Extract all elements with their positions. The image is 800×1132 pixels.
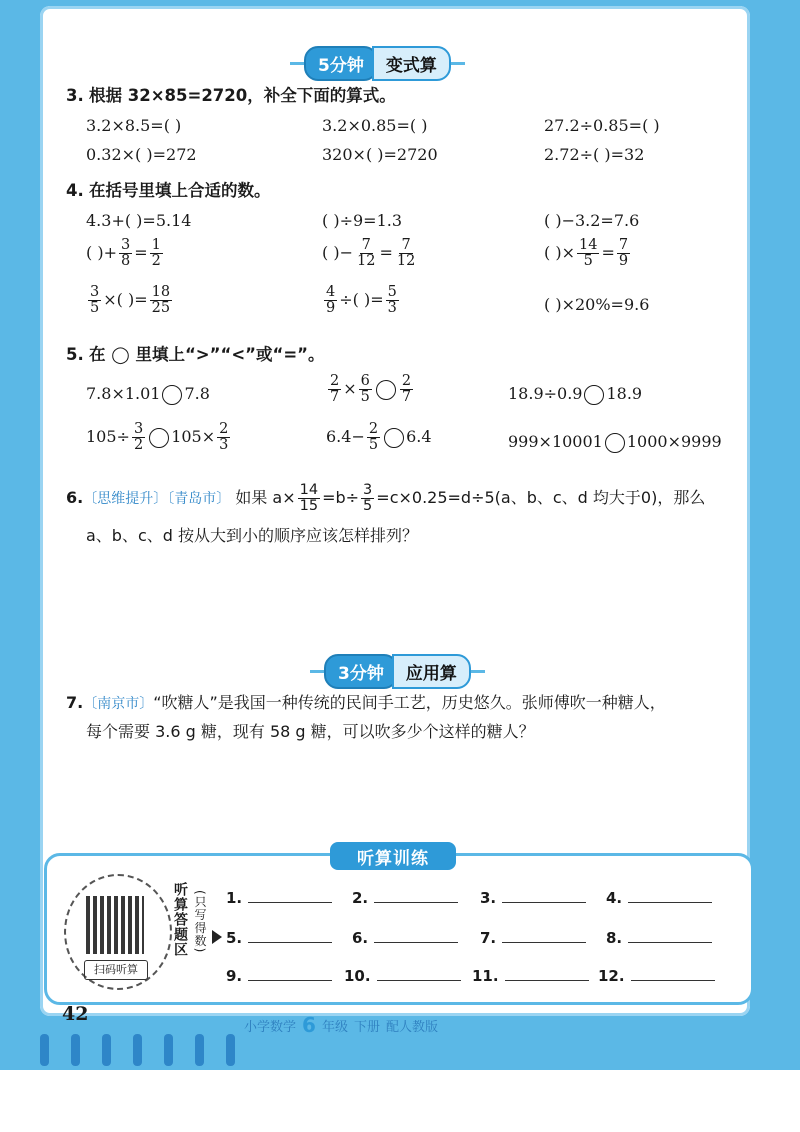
q4-item: 4.3+( )=5.14: [86, 211, 192, 230]
book-footer: 小学数学 6 年级 下册 配人教版: [244, 1013, 438, 1037]
compare-circle[interactable]: [584, 385, 604, 405]
q4-fraction-item: $\frac{3}{5}$ ×( )= $\frac{18}{25}$: [90, 284, 171, 317]
answer-blank[interactable]: 5.: [226, 929, 332, 947]
compare-circle[interactable]: [376, 380, 396, 400]
question-7-line-2: 每个需要 3.6 g 糖，现有 58 g 糖，可以吹多少个这样的糖人？: [86, 722, 535, 741]
q3-item: 3.2×8.5=( ): [86, 116, 182, 135]
section-title: 变式算: [372, 46, 451, 81]
q4-fraction-item: ( )− $\frac{7}{12}$ = $\frac{7}{12}$: [322, 237, 416, 270]
question-3-prompt: 3. 根据 32×85=2720，补全下面的算式。: [66, 86, 396, 105]
answer-blank[interactable]: 7.: [480, 929, 586, 947]
q5-compare-item: 7.8×1.01 7.8: [86, 384, 210, 403]
listening-title: 听算训练: [330, 842, 456, 870]
q3-item: 0.32×( )=272: [86, 145, 197, 164]
answer-blank[interactable]: 11.: [472, 967, 589, 985]
answer-blank[interactable]: 10.: [344, 967, 461, 985]
scan-listen-label[interactable]: 扫码听算: [84, 960, 148, 980]
page-number: 42: [62, 1003, 89, 1025]
answer-blank[interactable]: 4.: [606, 889, 712, 907]
binder-ring-icon: [164, 1034, 173, 1066]
q5-compare-item: 18.9÷0.9 18.9: [508, 384, 643, 403]
question-7-line-1: 7.〔南京市〕“吹糖人”是我国一种传统的民间手工艺，历史悠久。张师傅吹一种糖人，: [66, 693, 666, 712]
compare-circle[interactable]: [384, 428, 404, 448]
q4-item: ( )×20%=9.6: [544, 295, 650, 314]
answer-blank[interactable]: 8.: [606, 929, 712, 947]
section-time-badge: 3分钟: [324, 654, 398, 689]
q5-compare-item: 999×10001 1000×9999: [508, 432, 722, 451]
binder-ring-icon: [102, 1034, 111, 1066]
question-6-line-2: a、b、c、d 按从大到小的顺序应该怎样排列？: [86, 526, 419, 545]
q3-item: 2.72÷( )=32: [544, 145, 645, 164]
section-header-applied-calc: [310, 654, 485, 689]
answer-area-note: (只写得数): [193, 890, 207, 954]
question-4-prompt: 4. 在括号里填上合适的数。: [66, 181, 271, 200]
section-time-badge: 5分钟: [304, 46, 378, 81]
answer-blank[interactable]: 9.: [226, 967, 332, 985]
q4-item: ( )−3.2=7.6: [544, 211, 640, 230]
q5-compare-item: 105÷ $\frac{3}{2}$ 105× $\frac{2}{3}$: [86, 421, 229, 454]
play-arrow-icon: [212, 930, 222, 944]
binder-ring-icon: [40, 1034, 49, 1066]
binder-rings: [40, 1034, 235, 1066]
binder-ring-icon: [71, 1034, 80, 1066]
answer-area-label: 听算答题区: [172, 882, 188, 957]
q3-item: 27.2÷0.85=( ): [544, 116, 660, 135]
answer-blank[interactable]: 6.: [352, 929, 458, 947]
answer-blank[interactable]: 2.: [352, 889, 458, 907]
q3-item: 3.2×0.85=( ): [322, 116, 428, 135]
binder-ring-icon: [133, 1034, 142, 1066]
compare-circle[interactable]: [149, 428, 169, 448]
question-5-prompt: 5. 在 ◯ 里填上“>”“<”或“=”。: [66, 345, 325, 364]
q3-item: 320×( )=2720: [322, 145, 438, 164]
q4-fraction-item: ( )+ $\frac{3}{8}$ = $\frac{1}{2}$: [86, 237, 161, 270]
answer-blank[interactable]: 1.: [226, 889, 332, 907]
answer-blank[interactable]: 12.: [598, 967, 715, 985]
q4-item: ( )÷9=1.3: [322, 211, 403, 230]
question-6: 6.〔思维提升〕〔青岛市〕 如果 a× $\frac{14}{15}$ =b÷ $\frac{3}{5}$ =c×0.25=d÷5(a、b、c、d 均大于0)，那么: [66, 482, 706, 515]
section-header-variant-calc: [290, 46, 465, 81]
q5-compare-item: 6.4− $\frac{2}{5}$ 6.4: [326, 421, 432, 454]
q5-compare-item: $\frac{2}{7}$ × $\frac{6}{5}$ $\frac{2}{7}$: [330, 373, 412, 406]
q4-fraction-item: ( )× $\frac{14}{5}$ = $\frac{7}{9}$: [544, 237, 629, 270]
binder-ring-icon: [195, 1034, 204, 1066]
qr-code-icon[interactable]: [86, 896, 144, 954]
q4-fraction-item: $\frac{4}{9}$ ÷( )= $\frac{5}{3}$: [326, 284, 397, 317]
compare-circle[interactable]: [162, 385, 182, 405]
compare-circle[interactable]: [605, 433, 625, 453]
section-title: 应用算: [392, 654, 471, 689]
binder-ring-icon: [226, 1034, 235, 1066]
answer-blank[interactable]: 3.: [480, 889, 586, 907]
